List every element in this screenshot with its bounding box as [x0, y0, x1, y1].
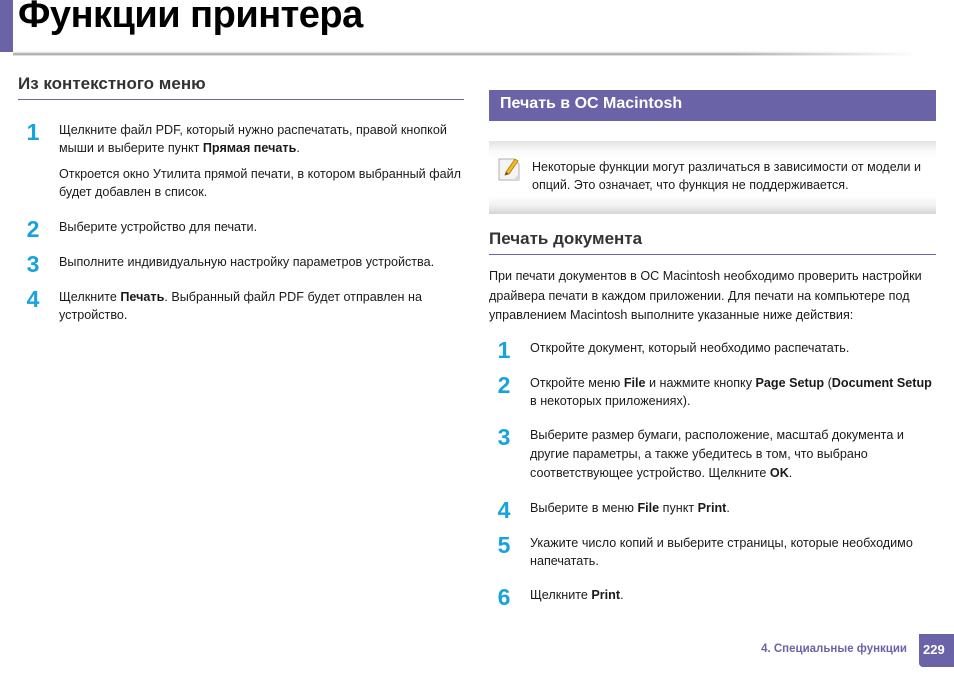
mac-step-1: [489, 336, 936, 363]
page-number-badge: 229: [919, 634, 954, 667]
step-number: 2: [497, 371, 511, 398]
step-number: 1: [497, 336, 511, 363]
step-text: Выберите устройство для печати.: [59, 220, 258, 234]
step-number: 1: [26, 119, 40, 145]
step-number: 2: [26, 216, 40, 242]
step-number: 4: [497, 496, 511, 523]
step-3: [18, 251, 464, 277]
mac-step-2: [489, 371, 936, 410]
right-column: [489, 90, 936, 610]
step-number: 6: [497, 583, 511, 610]
note-text: Некоторые функции могут различаться в зависимости от модели и опций. Это означает, что функция не поддерживается.: [532, 160, 921, 192]
step-1: [18, 121, 464, 201]
step-text: Откройте меню File и нажмите кнопку Page Setup (Document Setup в некоторых приложениях).: [530, 375, 932, 408]
step-text: Выберите в меню File пункт Print.: [530, 500, 730, 515]
step-note: Откроется окно Утилита прямой печати, в котором выбранный файл будет добавлен в список.: [59, 167, 461, 199]
step-text: Щелкните Print.: [530, 587, 624, 602]
step-text: Выберите размер бумаги, расположение, масштаб документа и другие параметры, а также убедитесь в том, что выбрано соответствующее устройство. Щелкните OK.: [530, 427, 904, 480]
mac-step-5: [489, 531, 936, 570]
note-box: [489, 141, 936, 214]
step-text: Откройте документ, который необходимо распечатать.: [530, 340, 850, 355]
step-text: Щелкните Печать. Выбранный файл PDF будет отправлен на устройство.: [59, 290, 422, 322]
step-number: 4: [26, 286, 40, 312]
step-number: 3: [26, 251, 40, 277]
step-text: Щелкните файл PDF, который нужно распечатать, правой кнопкой мыши и выберите пункт Прямая печать.: [59, 123, 447, 155]
mac-step-3: [489, 423, 936, 483]
mac-step-4: [489, 496, 936, 523]
step-text: Укажите число копий и выберите страницы, которые необходимо напечатать.: [530, 535, 913, 568]
step-text: Выполните индивидуальную настройку параметров устройства.: [59, 255, 435, 269]
step-number: 5: [497, 531, 511, 558]
title-divider: [13, 51, 918, 56]
intro-paragraph: При печати документов в ОС Macintosh необходимо проверить настройки драйвера печати в каждом приложении. Для печати на компьютере под управлением Macintosh выполните указанные ниже действия:: [489, 269, 922, 322]
mac-step-6: [489, 583, 936, 610]
step-2: [18, 216, 464, 242]
header-accent-bar: [0, 0, 13, 52]
left-column: [18, 74, 464, 324]
chapter-label: 4. Специальные функции: [761, 643, 907, 655]
section-band-macintosh: Печать в ОС Macintosh: [489, 90, 936, 121]
page-title: Функции принтера: [18, 0, 363, 36]
section-heading-print-document: Печать документа: [489, 229, 936, 255]
section-heading-context-menu: Из контекстного меню: [18, 74, 464, 100]
step-4: [18, 288, 464, 324]
step-number: 3: [497, 423, 511, 450]
note-pencil-icon: [497, 156, 521, 182]
